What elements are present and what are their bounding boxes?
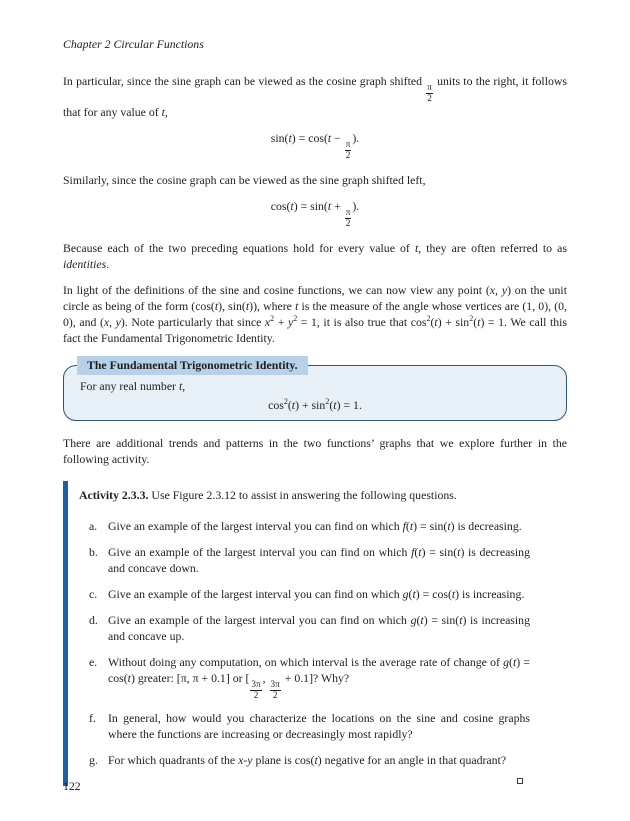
activity-item-label: e. (89, 654, 98, 669)
activity-item-text: Give an example of the largest interval you can find on which g(t) = cos(t) is increasing. (108, 586, 525, 601)
identity-box (63, 357, 567, 421)
activity-item-text: For which quadrants of the x-y plane is cos(t) negative for an angle in that quadrant? (108, 753, 507, 768)
identity-box-intro: For any real number t, (80, 378, 186, 393)
activity-end-marker (79, 778, 530, 784)
activity-item-label: c. (89, 586, 98, 601)
activity-item-text: Give an example of the largest interval you can find on which f(t) = sin(t) is decreasing. (108, 518, 522, 533)
activity-item (79, 586, 530, 602)
activity-item-label: b. (89, 544, 98, 559)
activity-item (79, 612, 530, 644)
activity-item-label: f. (89, 711, 96, 726)
activity-item-label: g. (89, 753, 98, 768)
activity-item-text: Without doing any computation, on which interval is the average rate of change of g(t) = cos(t) greater: [π, π + 0.1] or [ $\frac{3\pi}{2}$ , $\frac{3\pi}{2}$ + 0.1]? Why? (108, 654, 530, 700)
paragraph-unit-circle: In light of the definitions of the sine and cosine functions, we can now view any point (x, y) on the unit circle as being of the form (cos(t), sin(t)), where t is the measure of the angle whose vertices are (1, 0), (0, 0), and (x, y). Note particularly that since $x^2 + y^2 = 1$, it is also true that $\cos^2(t) + \sin^2(t) = 1$. We call this fact the Fundamental Trigonometric Identity. (63, 282, 568, 345)
paragraph-cosine-shift: Similarly, since the cosine graph can be viewed as the sine graph shifted left, (63, 172, 426, 187)
activity-heading (79, 487, 530, 503)
activity-item-text: Give an example of the largest interval you can find on which g(t) = sin(t) is increasing and concave up. (108, 612, 530, 643)
activity-item (79, 518, 530, 534)
paragraph-trends: There are additional trends and patterns in the two functions’ graphs that we explore further in the following activity. (63, 435, 567, 466)
running-head: Chapter 2 Circular Functions (63, 37, 204, 51)
activity-item (79, 752, 530, 768)
activity-intro: Use Figure 2.3.12 to assist in answering the following questions. (151, 487, 457, 502)
activity-item (79, 544, 530, 576)
identity-box-equation: $\cos^2(t) + \sin^2(t) = 1$. (268, 396, 362, 412)
activity-item (79, 710, 530, 742)
equation-sin-equals-cos-shift: sin(t) = cos(t − $\frac{\pi}{2}$ ). (270, 130, 360, 161)
activity-item-text: In general, how would you characterize the locations on the sine and cosine graphs where the functions are increasing or decreasingly most rapidly? (108, 711, 530, 742)
identity-box-title: The Fundamental Trigonometric Identity. (77, 356, 308, 375)
activity-items (79, 518, 530, 769)
activity-item-label: a. (89, 518, 98, 533)
activity-item-label: d. (89, 612, 98, 627)
activity-label: Activity 2.3.3. (79, 487, 149, 502)
page-number: 122 (63, 779, 81, 793)
activity-callout (63, 481, 567, 787)
paragraph-identities: Because each of the two preceding equations hold for every value of t, they are often referred to as identities. (63, 240, 567, 271)
activity-item-text: Give an example of the largest interval you can find on which f(t) = sin(t) is decreasing and concave down. (108, 544, 530, 575)
paragraph-intro-sine-shift: In particular, since the sine graph can be viewed as the cosine graph shifted $\frac{\pi}{2}$ units to the right, it follows that for any value of t, (63, 74, 567, 119)
equation-cos-equals-sin-shift: cos(t) = sin(t + $\frac{\pi}{2}$ ). (270, 198, 360, 228)
qed-square-icon (517, 778, 523, 784)
activity-item (79, 654, 530, 701)
